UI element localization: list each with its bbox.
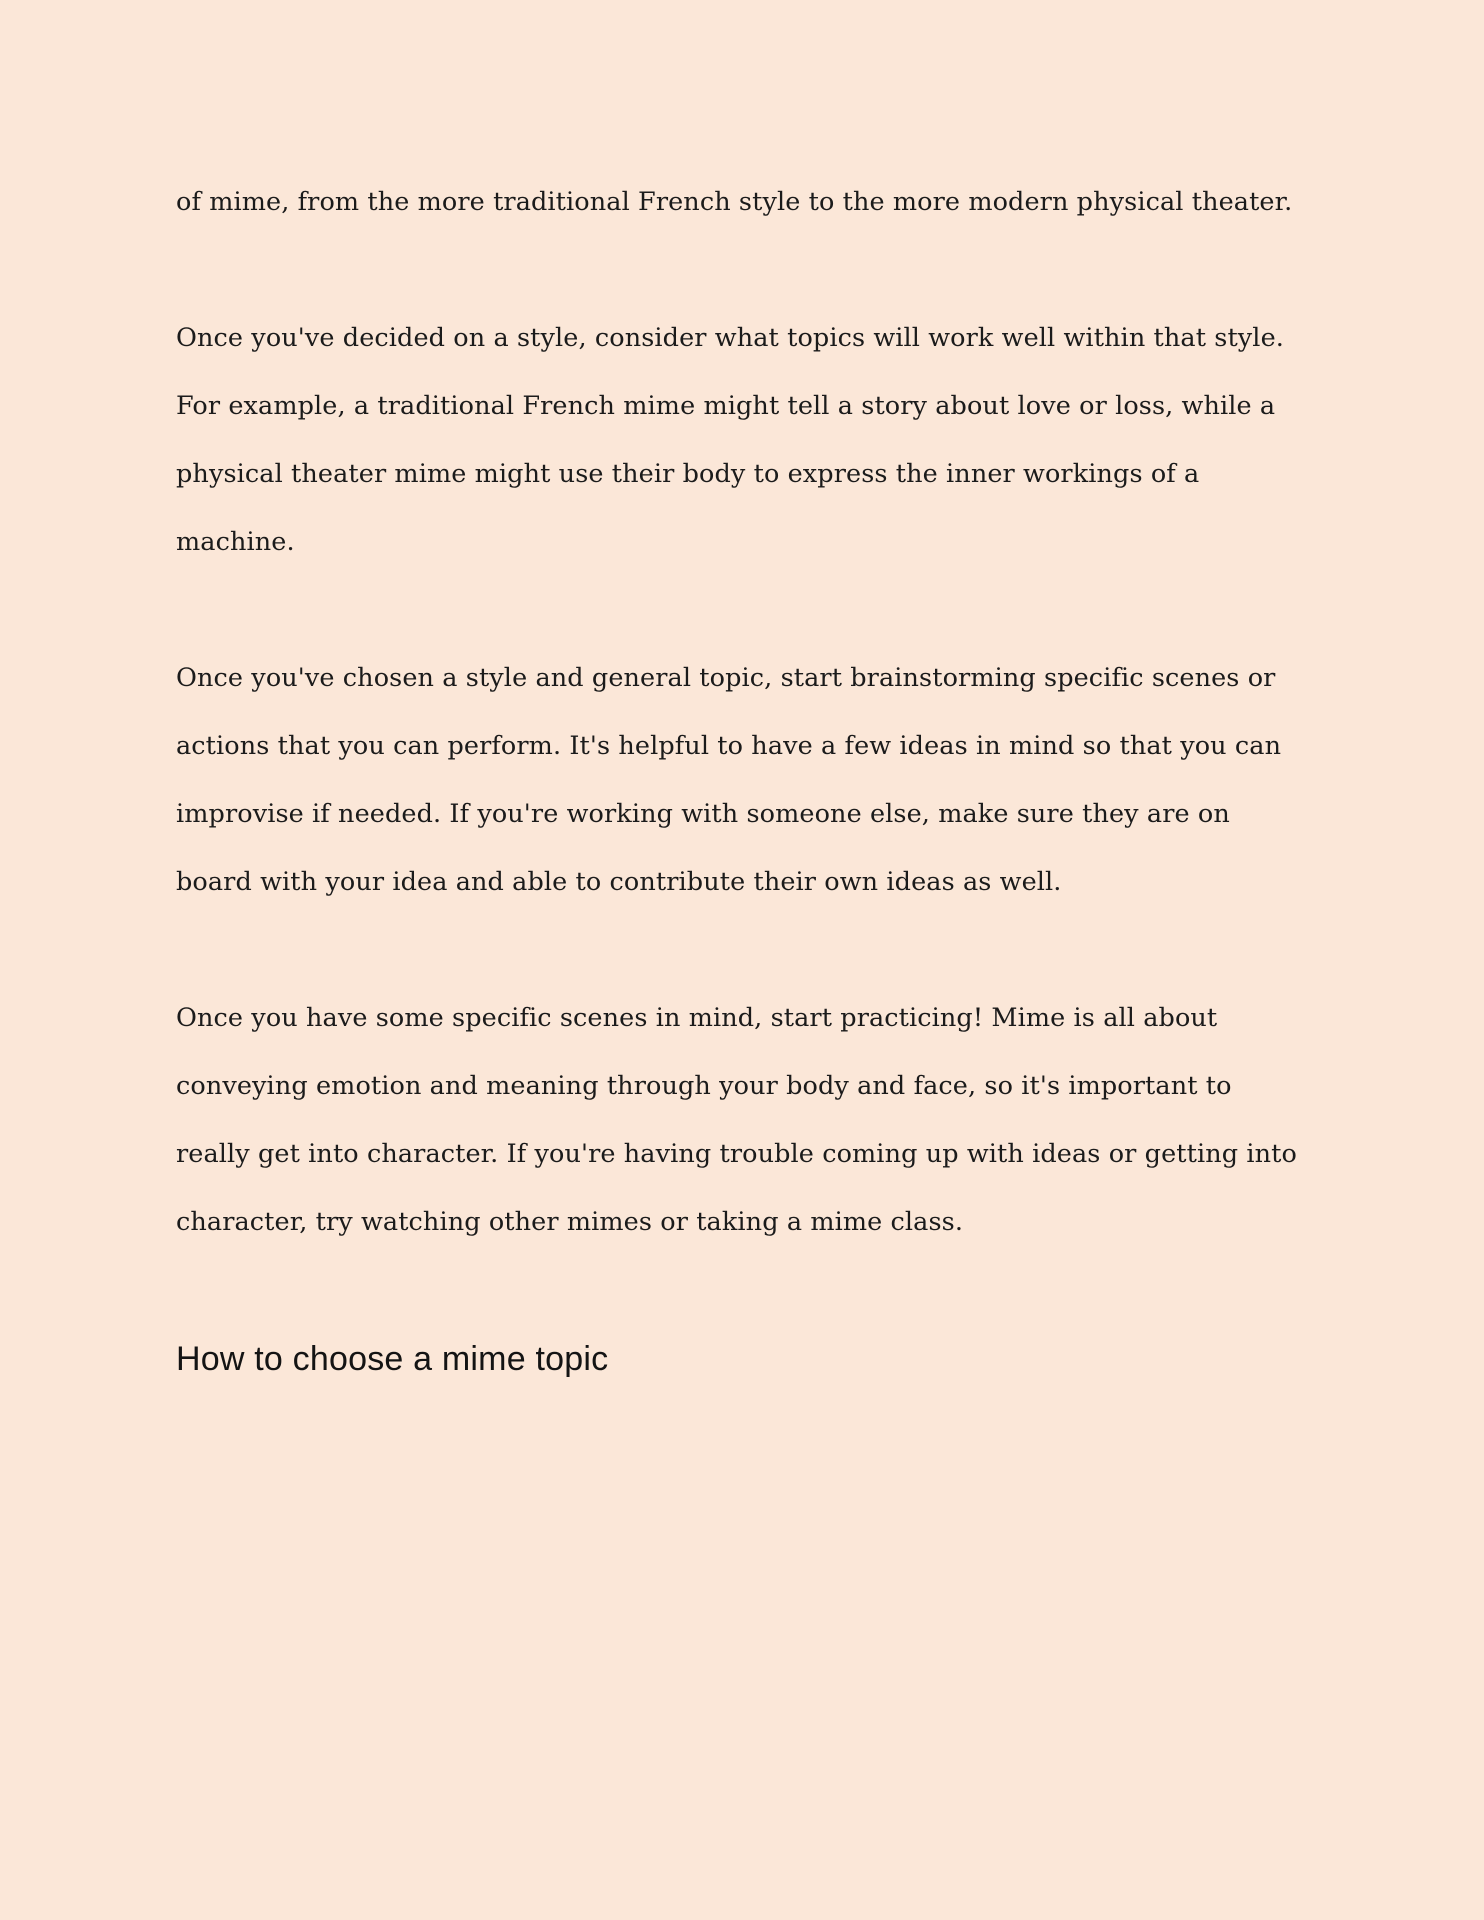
paragraph-style-topics: Once you've decided on a style, consider what topics will work well within that style. For example, a traditional French mime might tell a story about love or loss, while a physical theater mime might use their body to express the inner workings of a machine. <box>176 323 1284 557</box>
document-body <box>176 168 1311 1382</box>
paragraph-continuation: of mime, from the more traditional French style to the more modern physical theater. <box>176 187 1293 217</box>
paragraph-brainstorming: Once you've chosen a style and general topic, start brainstorming specific scenes or actions that you can perform. It's helpful to have a few ideas in mind so that you can improvise if needed. If you're working with someone else, make sure they are on board with your idea and able to contribute their own ideas as well. <box>176 663 1282 897</box>
paragraph-practicing: Once you have some specific scenes in mind, start practicing! Mime is all about conveying emotion and meaning through your body and face, so it's important to really get into character. If you're having trouble coming up with ideas or getting into character, try watching other mimes or taking a mime class. <box>176 1003 1297 1237</box>
section-heading: How to choose a mime topic <box>176 1340 609 1378</box>
